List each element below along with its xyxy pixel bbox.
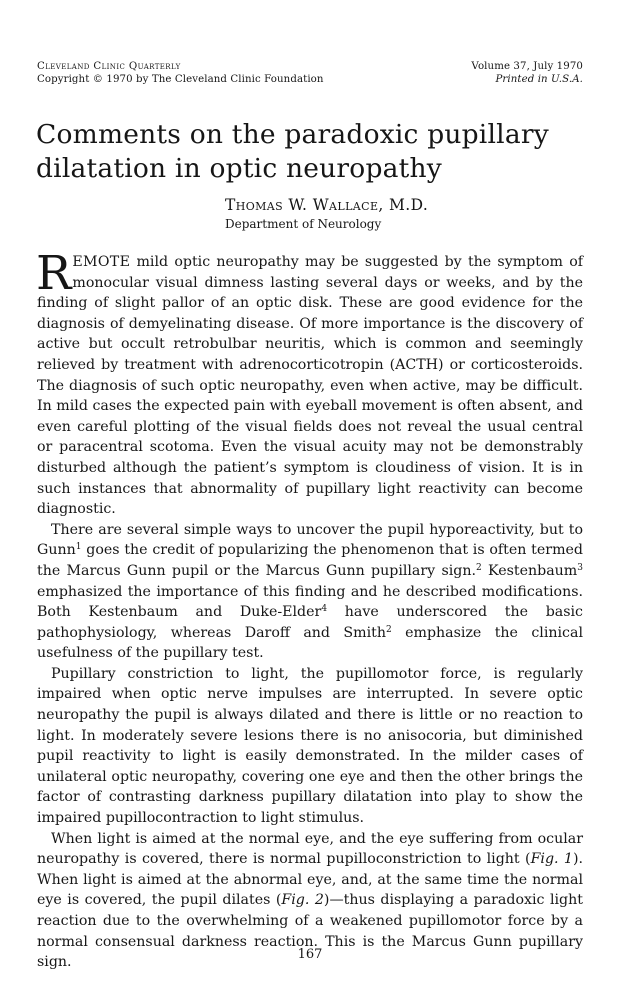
reference-marker: 2 [385,624,392,635]
paragraph-text: have underscored the basic pathophysiology, whereas Daroff and Smith [37,604,583,641]
lead-in-word: EMOTE [72,254,131,270]
article-body [36,246,584,973]
reference-marker: 2 [476,562,482,573]
author-name: Thomas W. Wallace, M.D. [225,196,429,214]
paragraph-text: When light is aimed at the normal eye, and the eye suffering from ocular neuropathy is covered, there is normal pupilloconstriction to light ( [37,830,583,868]
paragraph-text: goes the credit of popularizing the phenomenon that is often termed the Marcus Gunn pupil or the Marcus Gunn pupillary sign. [37,542,583,579]
copyright-line: Copyright © 1970 by The Cleveland Clinic Foundation [37,73,324,85]
printed-line: Printed in U.S.A. [495,73,583,85]
reference-marker: 3 [577,562,583,573]
paragraph-text: emphasize the clinical usefulness of the pupillary test. [37,624,583,662]
paragraph-text: mild optic neuropathy may be suggested by the symptom of monocular visual dimness lasting several days or weeks, and by the finding of slight pallor of an optic disk. These are good evidence for the diagnosis of demyelinating disease. Of more importance is the discovery of active but occult retrobulbar neuritis, which is common and seemingly relieved by treatment with adrenocorticotropin (ACTH) or corticosteroids. The diagnosis of such optic neuropathy, even when active, may be difficult. In mild cases the expected pain with eyeball movement is often absent, and even careful plotting of the visual fields does not reveal the usual central or paracentral scotoma. Even the visual acuity may not be demonstrably disturbed although the patient’s symptom is cloudiness of vision. It is in such instances that abnormality of pupillary light reactivity can become diagnostic. [37,254,583,518]
body-paragraph [37,664,583,829]
journal-name: Cleveland Clinic Quarterly [37,61,181,72]
header-right [471,61,583,86]
paragraph-text: emphasized the importance of this finding and he described modifications. Both Kestenbaum and Duke-Elder [37,583,583,621]
paragraph-text: Pupillary constriction to light, the pupillomotor force, is regularly impaired when optic nerve impulses are interrupted. In severe optic neuropathy the pupil is always dilated and there is little or no reaction to light. In moderately severe lesions there is no anisocoria, but diminished pupil reactivity to light is easily demonstrated. In the milder cases of unilateral optic neuropathy, covering one eye and then the other brings the factor of contrasting darkness pupillary dilatation into play to show the impaired pupillocontraction to light stimulus. [37,665,583,827]
body-paragraph [37,520,583,664]
page-number: 167 [297,947,323,962]
header-left [37,61,324,86]
reference-marker: 4 [321,604,328,615]
figure-reference: Fig. 1 [530,851,573,868]
reference-marker: 1 [75,542,82,553]
author-department: Department of Neurology [225,217,382,231]
paragraph-text: There are several simple ways to uncover the pupil hyporeactivity, but to Gunn [37,521,583,559]
drop-cap: R [36,246,72,301]
volume-line: Volume 37, July 1970 [471,61,583,72]
paragraph-text: Kestenbaum [481,562,578,579]
figure-reference: Fig. 2 [281,892,324,909]
body-paragraph [36,246,583,520]
paragraph-text: ). When light is aimed at the abnormal eye, and, at the same time the normal eye is covered, the pupil dilates ( [37,851,584,909]
paragraph-text: )—thus displaying a paradoxic light reaction due to the overwhelming of a weakened pupillomotor force by a normal consensual darkness reaction. This is the Marcus Gunn pupillary sign. [37,892,583,971]
article-title: Comments on the paradoxic pupillary dilatation in optic neuropathy [36,119,549,184]
